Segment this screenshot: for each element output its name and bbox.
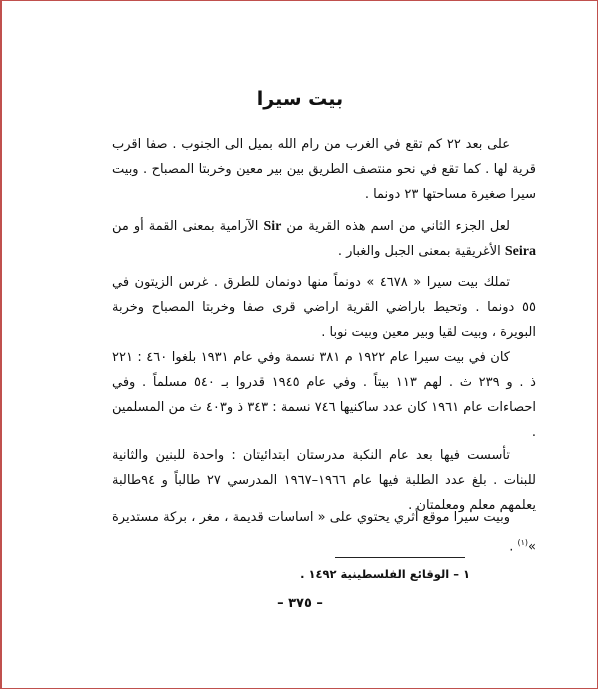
paragraph-land: تملك بيت سيرا « ٤٦٧٨ » دونماً منها دونمان للطرق . غرس الزيتون في ٥٥ دونما . وتحيط باراضي القرية اراضي قرى صفا وخربتا المصباح وخربة البويرة ، وبيت لقيا وبير معين وبيت نوبا . [112, 275, 536, 340]
paragraph-schools: تأسست فيها بعد عام النكبة مدرستان ابتدائيتان : واحدة للبنين والثانية للبنات . بلغ عدد الطلبة فيها عام ١٩٦٦–١٩٦٧ المدرسي ٢٧ طالباً و ٩٤طالبة يعلمهم معلم ومعلمتان . [112, 448, 536, 513]
etymology-latin-seira: Seira [504, 244, 536, 259]
paragraph-etymology [112, 214, 536, 264]
page-number: – ٣٧٥ – [277, 596, 323, 611]
paragraph-location: على بعد ٢٢ كم تقع في الغرب من رام الله بميل الى الجنوب . صفا اقرب قرية لها . كما تقع في نحو منتصف الطريق بين بير معين وخربتا المصباح . وبيت سيرا صغيرة مساحتها ٢٣ دونما . [112, 137, 536, 202]
etymology-text-3: الأغريقية بمعنى الجبل والغبار . [337, 244, 501, 259]
footnote-reference[interactable]: (١) [517, 538, 529, 547]
etymology-text-1: لعل الجزء الثاني من اسم هذه القرية من [286, 219, 510, 234]
page-title: بيت سيرا [256, 88, 344, 110]
paragraph-population: كان في بيت سيرا عام ١٩٢٢ م ٣٨١ نسمة وفي عام ١٩٣١ بلغوا ٤٦٠ : ٢٢١ ذ . و ٢٣٩ ث . لهم ١١٣ بيتاً . وفي عام ١٩٤٥ قدروا بـ ٥٤٠ مسلماً . وفي احصاءات عام ١٩٦١ كان عدد ساكنيها ٧٤٦ نسمة : ٣٤٣ ذ و٤٠٣ ث من المسلمين . [112, 350, 536, 440]
footnote: ١ – الوقائع الفلسطينية ١٤٩٢ . [300, 567, 470, 581]
footnote-divider [335, 557, 465, 558]
paragraph-archaeology [112, 505, 536, 559]
etymology-latin-sir: Sir [263, 219, 282, 234]
etymology-text-2: الآرامية بمعنى القمة أو من [112, 219, 259, 234]
archaeology-text-end: . [509, 539, 518, 555]
archaeology-text: وبيت سيرا موقع أثري يحتوي على « اساسات قديمة ، مغر ، بركة مستديرة » [112, 510, 536, 555]
